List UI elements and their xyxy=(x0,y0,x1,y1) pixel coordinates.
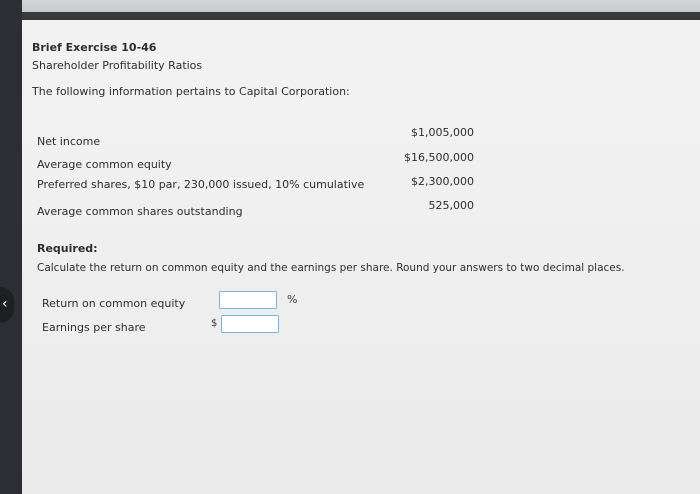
exercise-content xyxy=(22,20,700,494)
required-heading: Required: xyxy=(37,242,98,255)
data-row-label: Average common shares outstanding xyxy=(37,205,243,218)
top-bar xyxy=(22,12,700,20)
side-collapse-handle[interactable] xyxy=(0,287,14,323)
data-row-value: $2,300,000 xyxy=(411,175,474,188)
answer-label-eps: Earnings per share xyxy=(42,321,146,334)
screen xyxy=(22,0,700,494)
data-row-value: 525,000 xyxy=(428,199,474,212)
data-row-label: Average common equity xyxy=(37,158,172,171)
data-row-value: $16,500,000 xyxy=(404,151,474,164)
data-row-label: Preferred shares, $10 par, 230,000 issued, 10% cumulative xyxy=(37,178,365,191)
exercise-intro: The following information pertains to Capital Corporation: xyxy=(32,85,350,98)
dollar-unit: $ xyxy=(211,318,218,329)
exercise-subtitle: Shareholder Profitability Ratios xyxy=(32,59,203,72)
required-instruction: Calculate the return on common equity and the earnings per share. Round your answers to two decimal places. xyxy=(37,262,625,274)
percent-unit: % xyxy=(287,293,298,306)
chevron-left-icon: ‹ xyxy=(2,296,8,312)
data-row-value: $1,005,000 xyxy=(411,126,474,139)
exercise-title: Brief Exercise 10-46 xyxy=(32,41,157,54)
answer-label-roe: Return on common equity xyxy=(42,297,186,310)
top-band xyxy=(22,0,700,12)
roe-input[interactable] xyxy=(219,291,277,309)
eps-input[interactable] xyxy=(221,315,279,333)
data-row-label: Net income xyxy=(37,135,101,148)
